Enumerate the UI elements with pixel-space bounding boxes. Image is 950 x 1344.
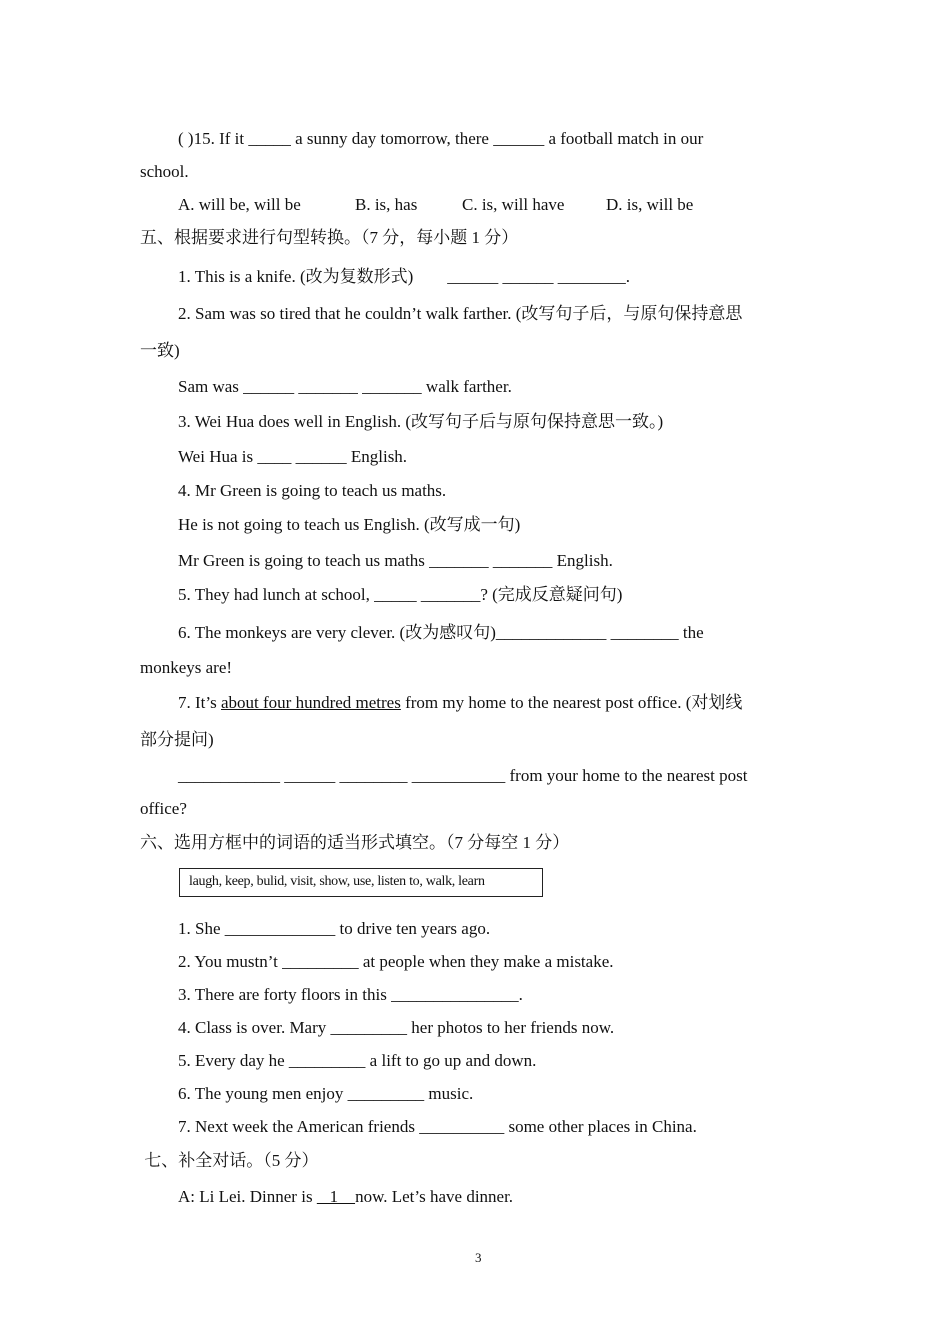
s5-q7-line3: ____________ ______ ________ ___________ from your home to the nearest post [178, 766, 748, 785]
s5-q7-line1 [178, 692, 742, 714]
s5-q7-suffix: from my home to the nearest post office. (对划线 [400, 693, 743, 712]
s5-q7-underlined: about four hundred metres [220, 693, 401, 712]
s5-item: 6. The monkeys are very clever. (改为感叹句)_____________ ________ the [178, 623, 704, 642]
s5-item: 一致) [140, 341, 180, 360]
s5-q7-line2: 部分提问) [140, 730, 214, 749]
s6-item: 6. The young men enjoy _________ music. [178, 1084, 474, 1103]
s5-item: 5. They had lunch at school, _____ _______? (完成反意疑问句) [178, 585, 623, 604]
s6-item: 4. Class is over. Mary _________ her photos to her friends now. [178, 1018, 615, 1037]
s7-line1 [178, 1186, 513, 1208]
s5-item: He is not going to teach us English. (改写成一句) [178, 515, 521, 534]
word-box [179, 868, 543, 897]
s5-item: Mr Green is going to teach us maths _______ _______ English. [178, 551, 613, 570]
page-number: 3 [475, 1250, 482, 1265]
s5-q7-prefix: 7. It’s [178, 693, 221, 712]
s5-item: Sam was ______ _______ _______ walk farther. [178, 377, 512, 396]
q15-line2: school. [140, 162, 189, 181]
q15-option-c: C. is, will have [462, 195, 565, 214]
q15-option-d: D. is, will be [606, 195, 694, 214]
s6-item: 2. You mustn’t _________ at people when they make a mistake. [178, 952, 614, 971]
s6-item: 7. Next week the American friends __________ some other places in China. [178, 1117, 697, 1136]
s5-item: 2. Sam was so tired that he couldn’t walk farther. (改写句子后，与原句保持意思 [178, 304, 743, 323]
s5-item: Wei Hua is ____ ______ English. [178, 447, 408, 466]
s5-item: 3. Wei Hua does well in English. (改写句子后与原句保持意思一致。) [178, 412, 664, 431]
q15-line1: ( )15. If it _____ a sunny day tomorrow, there ______ a football match in our [178, 129, 704, 148]
section7-heading: 七、补全对话。（5 分） [140, 1151, 319, 1170]
q15-option-a: A. will be, will be [178, 195, 301, 214]
s7-line1-suffix: now. Let’s have dinner. [355, 1187, 514, 1206]
s5-item: 4. Mr Green is going to teach us maths. [178, 481, 447, 500]
s6-item: 5. Every day he _________ a lift to go up and down. [178, 1051, 537, 1070]
s6-item: 3. There are forty floors in this _______________. [178, 985, 523, 1004]
s6-item: 1. She _____________ to drive ten years ago. [178, 919, 491, 938]
word-box-text: laugh, keep, bulid, visit, show, use, listen to, walk, learn [189, 874, 485, 889]
section5-heading: 五、根据要求进行句型转换。（7 分，每小题 1 分） [140, 228, 519, 247]
s5-q7-line4: office? [140, 799, 187, 818]
s7-blank-1: 1 [316, 1187, 356, 1206]
s7-line1-prefix: A: Li Lei. Dinner is [178, 1187, 317, 1206]
q15-option-b: B. is, has [355, 195, 418, 214]
section6-heading: 六、选用方框中的词语的适当形式填空。（7 分每空 1 分） [140, 833, 570, 852]
s5-item: 1. This is a knife. (改为复数形式) ______ ______ ________. [178, 267, 631, 286]
s5-item: monkeys are! [140, 658, 233, 677]
